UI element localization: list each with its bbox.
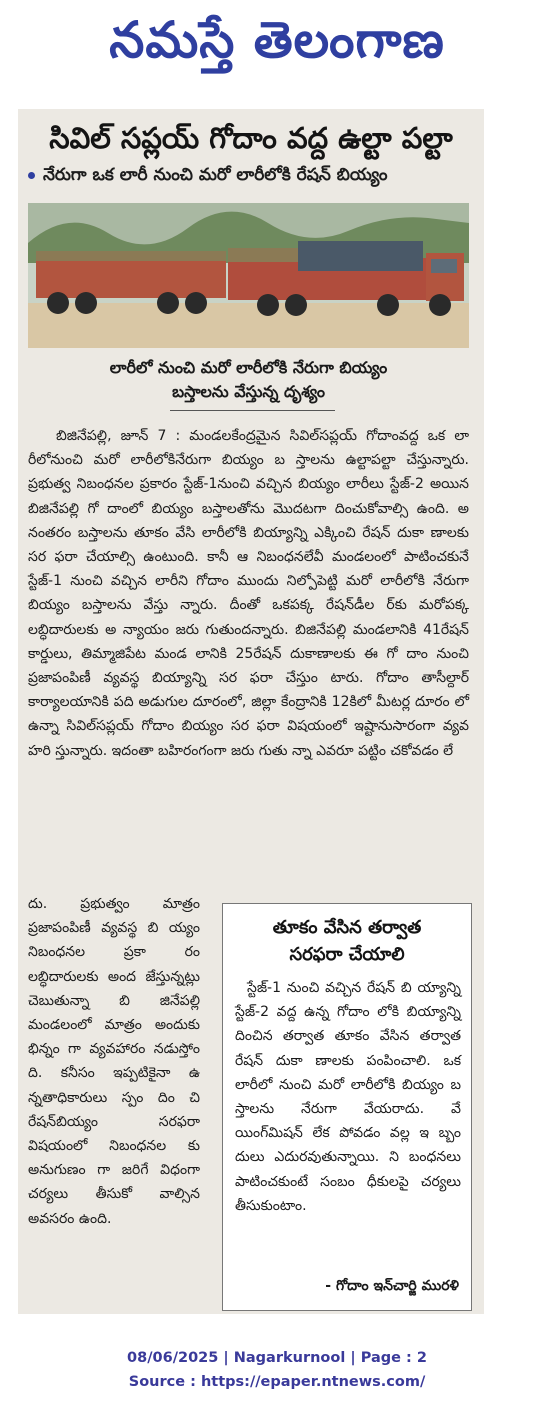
- page-footer: [0, 1346, 554, 1394]
- bullet-icon: [28, 172, 35, 179]
- caption-underline: [170, 410, 335, 411]
- sidebar-box-title: [223, 914, 471, 968]
- sidebar-box-title-line2: సరఫరా చేయాలి: [289, 944, 405, 965]
- article-body-narrow: [28, 892, 200, 1231]
- footer-source-link[interactable]: Source : https://epaper.ntnews.com/: [128, 1374, 426, 1390]
- article-body-paragraph: బిజినేపల్లి, జూన్ 7 : మండలకేంద్రమైన సివిల్‌సప్లయ్ గోదాంవద్ద ఒక లా రీలోనుంచి మరో లారీలోకినేరుగా బియ్యం బ స్తాలను ఉల్టాపల్టా చేస్తున్నారు. ప్రభుత్వ నిబంధనల ప్రకారం స్టేజ్-1నుంచి వచ్చిన బియ్యం లారీలు స్టేజ్-2 అయిన బిజినేపల్లి గో దాంలో బియ్యం బస్తాలతోను మొదటగా దించుకోవాల్సి ఉంది. అ నంతరం బస్తాలను తూకం వేసి లారీలోకి బియ్యాన్ని ఎక్కించి రేషన్ దుకా ణాలకు సర ఫరా చేయాల్సి ఉంటుంది. కానీ ఆ నిబంధనలేవీ మండలంలో పాటించకునే స్టేజ్-1 నుంచి వచ్చిన లారీని గోదాం ముందు నిల్పోపెట్టి మరో లారీలోకి నేరుగా బియ్యం బస్తాలను వేస్తు న్నారు. దీంతో ఒకపక్క రేషన్‌డీల ర్‌కు మరోపక్క లబ్ధిదారులకు అ న్యాయం జరు గుతుందన్నారు. బిజినేపల్లి మండలానికి 41రేషన్ కార్డులు, తిమ్మాజిపేట మండ లానికి 25రేషన్ దుకాణాలకు ఈ గో దాం నుంచి ప్రజాపంపిణీ వ్యవస్థ బియ్యాన్ని సర ఫరా చేస్తుం టారు. గోదాం తాసీల్దార్ కార్యాలయానికి పది అడుగుల దూరంలో, జిల్లా కేంద్రానికి 12కిలో మీటర్ల దూరం లో ఉన్నా సివిల్‌సప్లయ్ గోదాం బియ్యం సర ఫరా విషయంలో ఇష్టానుసారంగా వ్యవ హరి స్తున్నారు. ఇదంతా బహిరంగంగా జరు గుతు న్నా ఎవరూ పట్టిం చకోవడం లే: [28, 428, 469, 759]
- subheadline-text: నేరుగా ఒక లారీ నుంచి మరో లారీలోకి రేషన్ బియ్యం: [43, 165, 388, 185]
- article-body-continuation: దు. ప్రభుత్వం మాత్రం ప్రజాపంపిణీ వ్యవస్థ బి య్యం నిబంధనల ప్రకా రం లబ్ధిదారులకు అంద జేస్తున్నట్లు చెబుతున్నా బి జినేపల్లి మండలంలో మాత్రం అందుకు భిన్నం గా వ్యవహారం నడుస్తోం ది. కనీసం ఇప్పటికైనా ఉ న్నతాధికారులు స్పం దిం చి రేషన్‌బియ్యం సరఫరా విషయంలో నిబంధనల కు అనుగుణం గా జరిగే విధంగా చర్యలు తీసుకో వాల్సిన అవసరం ఉంది.: [28, 896, 200, 1227]
- article-subheadline: [28, 165, 478, 189]
- article-photo: [28, 203, 469, 348]
- photo-caption-line1: లారీలో నుంచి మరో లారీలోకి నేరుగా బియ్యం: [109, 358, 388, 377]
- masthead: [0, 4, 554, 76]
- article-headline: సివిల్ సప్లయ్ గోదాం వద్ద ఉల్టా పల్టా: [49, 121, 453, 155]
- sidebar-box-paragraph: స్టేజ్-1 నుంచి వచ్చిన రేషన్ బి య్యాన్ని స్టేజ్-2 వద్ద ఉన్న గోదాం లోకి బియ్యాన్ని దించిన తర్వాత తూకం వేసిన తర్వాత రేషన్ దుకా ణాలకు పంపించాలి. ఒక లారీలో నుంచి మరో లారీలోకి బియ్యం బ స్తాలను నేరుగా వేయరాదు. వే యింగ్‌మిషన్ లేక పోవడం వల్ల ఇ బ్బం దులు ఎదురవుతున్నాయి. ని బంధనలు పాటించకుంటే సంబం ధీకులపై చర్యలు తీసుకుంటాం.: [235, 980, 461, 1214]
- photo-caption: [28, 356, 469, 404]
- sidebar-box-title-line1: తూకం వేసిన తర్వాత: [272, 917, 422, 938]
- article-body-wide: [28, 424, 469, 763]
- masthead-title: నమస్తే తెలంగాణ: [109, 10, 445, 69]
- sidebar-box-signature: - గోదాం ఇన్‌చార్జి మురళి: [325, 1278, 459, 1294]
- sidebar-box-body: [235, 976, 461, 1218]
- footer-date-edition: 08/06/2025 | Nagarkurnool | Page : 2: [127, 1350, 427, 1366]
- photo-caption-line2: బస్తాలను వేస్తున్న దృశ్యం: [172, 382, 325, 401]
- sidebar-box: [222, 903, 472, 1311]
